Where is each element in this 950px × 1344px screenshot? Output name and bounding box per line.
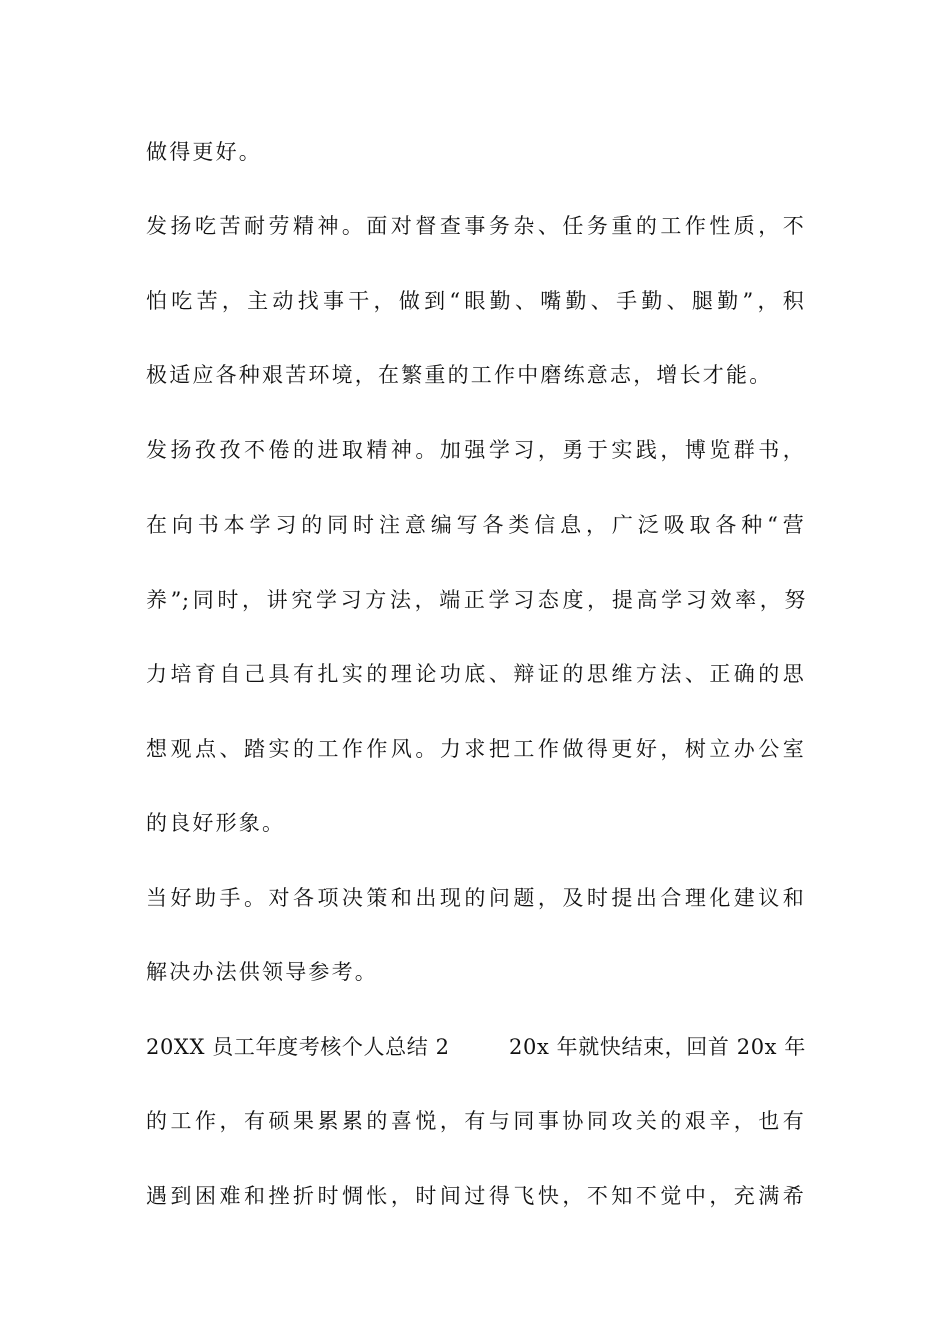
- paragraph-line: 遇到困难和挫折时惆怅，时间过得飞快，不知不觉中，充满希: [146, 1184, 806, 1208]
- paragraph-line: 的良好形象。: [146, 811, 286, 835]
- paragraph-line: 发扬吃苦耐劳精神。面对督查事务杂、任务重的工作性质，不: [146, 214, 806, 238]
- paragraph-line: 力培育自己具有扎实的理论功底、辩证的思维方法、正确的思: [146, 662, 806, 686]
- paragraph-line: 在向书本学习的同时注意编写各类信息，广泛吸取各种“营: [146, 513, 806, 537]
- paragraph-line: 的工作，有硕果累累的喜悦，有与同事协同攻关的艰辛，也有: [146, 1109, 806, 1133]
- section-text: 20x 年就快结束，回首 20x 年: [509, 1035, 806, 1059]
- paragraph-line: 发扬孜孜不倦的进取精神。加强学习，勇于实践，博览群书，: [146, 438, 806, 462]
- paragraph-line: 当好助手。对各项决策和出现的问题，及时提出合理化建议和: [146, 886, 806, 910]
- paragraph-line: 解决办法供领导参考。: [146, 960, 378, 984]
- paragraph-line: 极适应各种艰苦环境，在繁重的工作中磨练意志，增长才能。: [146, 363, 773, 387]
- section-title: 20XX 员工年度考核个人总结 2: [146, 1035, 450, 1059]
- paragraph-line: 想观点、踏实的工作作风。力求把工作做得更好，树立办公室: [146, 737, 806, 761]
- paragraph-line: 怕吃苦，主动找事干，做到“眼勤、嘴勤、手勤、腿勤”，积: [146, 289, 806, 313]
- paragraph-line: 养”;同时，讲究学习方法，端正学习态度，提高学习效率，努: [146, 588, 806, 612]
- paragraph-line: 做得更好。: [146, 140, 262, 164]
- heading-line: [146, 1027, 806, 1067]
